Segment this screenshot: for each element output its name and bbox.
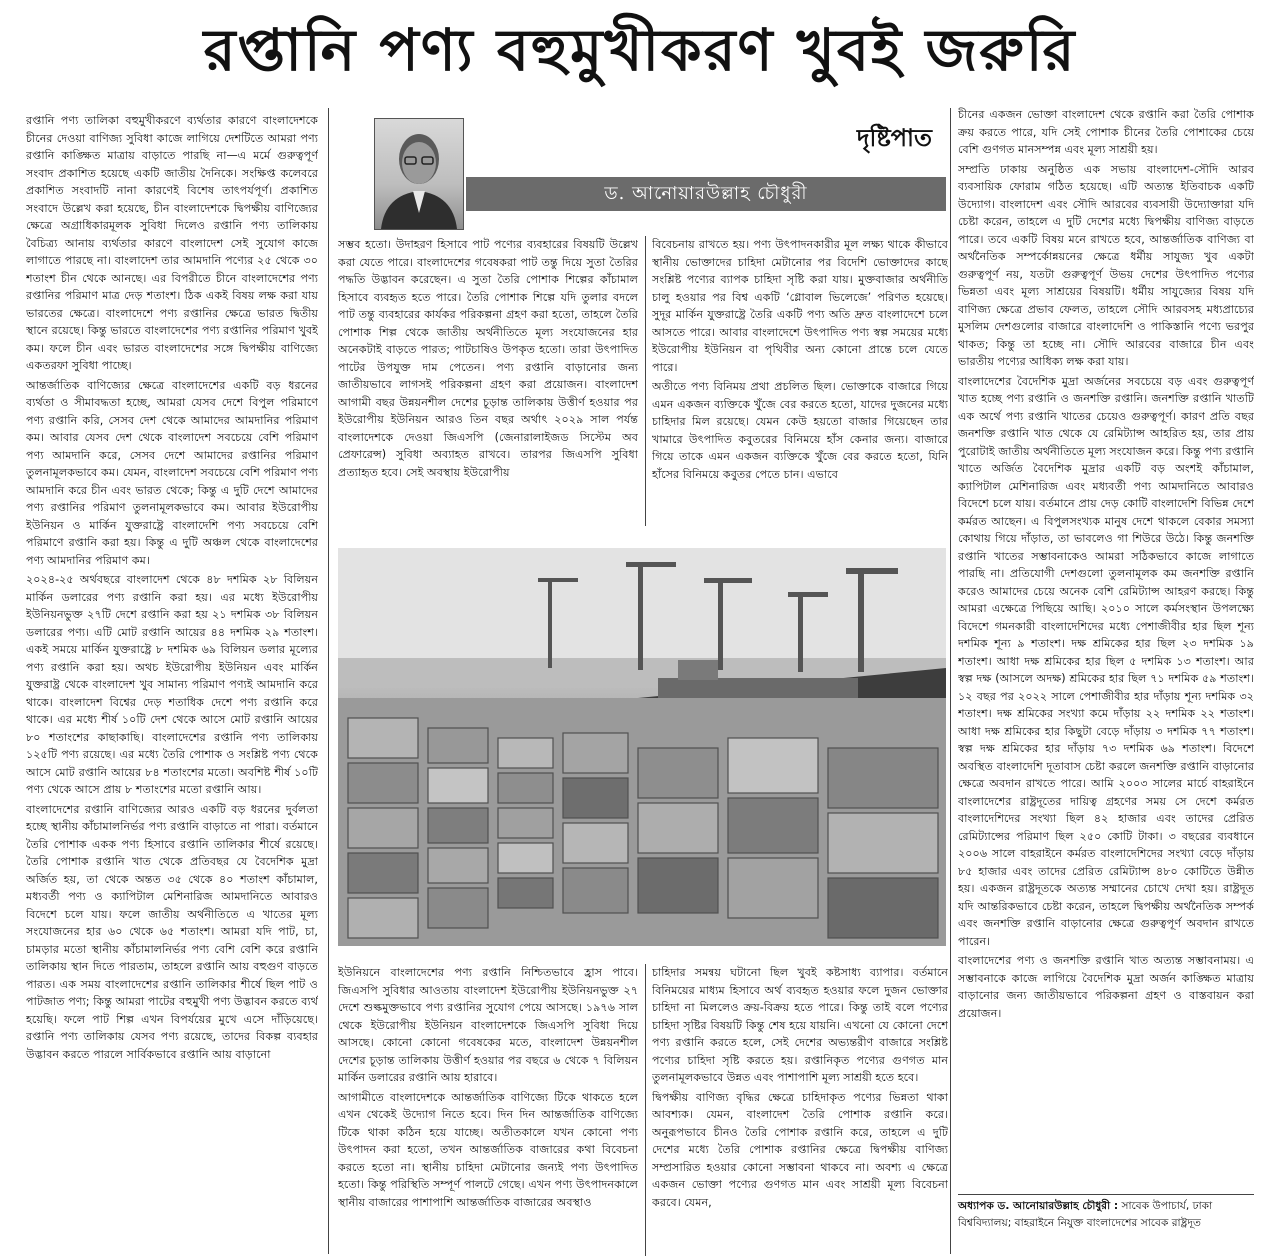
column-divider: [645, 236, 646, 526]
article-column-2-bottom: [338, 964, 638, 1256]
author-bio-name: অধ্যাপক ড. আনোয়ারউল্লাহ চৌধুরী :: [958, 1200, 1119, 1212]
paragraph: রপ্তানি পণ্য তালিকা বহুমুখীকরণে ব্যর্থতার কারণে বাংলাদেশকে চীনের দেওয়া বাণিজ্য সুবিধা কাজে লাগিয়ে দেশটিতে আমরা পণ্য রপ্তানি কাঙ্ক্ষিত মাত্রায় বাড়াতে পারছি না—এ মর্মে গুরুত্বপূর্ণ সংবাদ প্রকাশিত হয়েছে একটি জাতীয় দৈনিকে। সংক্ষিপ্ত কলেবরে প্রকাশিত সংবাদটি নানা কারণেই বিশেষ তাৎপর্যপূর্ণ। প্রকাশিত সংবাদে উল্লেখ করা হয়েছে, চীন বাংলাদেশকে দ্বিপক্ষীয় বাণিজ্যের ক্ষেত্রে অগ্রাধিকারমূলক সুবিধা দিলেও রপ্তানি পণ্য তালিকায় বৈচিত্র্য আনায় ব্যর্থতার কারণে বাংলাদেশ সেই সুযোগ কাজে লাগাতে পারছে না। বাংলাদেশ তার আমদানি পণ্যের ২৫ থেকে ৩০ শতাংশ চীন থেকে আনছে। এর বিপরীতে চীনে বাংলাদেশের পণ্য রপ্তানির পরিমাণ মাত্র দেড় শতাংশ। ঠিক একই বিষয় লক্ষ করা যায় ভারতের ক্ষেত্রে। বাংলাদেশে পণ্য রপ্তানির ক্ষেত্রে ভারত দ্বিতীয় স্থানে রয়েছে। কিন্তু ভারতে বাংলাদেশের পণ্য রপ্তানির পরিমাণ খুবই কম। ফলে চীন এবং ভারত বাংলাদেশের সঙ্গে দ্বিপক্ষীয় বাণিজ্যে একতরফা সুবিধা পাচ্ছে।: [26, 114, 318, 372]
paragraph: দ্বিপক্ষীয় বাণিজ্য বৃদ্ধির ক্ষেত্রে চাহিদাকৃত পণ্যের ভিন্নতা থাকা আবশ্যক। যেমন, বাংলাদেশ তৈরি পোশাক রপ্তানি করে। অনুরূপভাবে চীনও তৈরি পোশাক রপ্তানি করে, তাহলে এ দুটি দেশের মধ্যে তৈরি পোশাক রপ্তানির ক্ষেত্রে দ্বিপক্ষীয় বাণিজ্য সম্প্রসারিত হওয়ার কোনো সম্ভাবনা থাকবে না। অবশ্য এ ক্ষেত্রে একজন ভোক্তা পণ্যের গুণগত মান এবং সাশ্রয়ী মূল্য বিবেচনা করবে। যেমন,: [652, 1090, 948, 1209]
column-divider: [950, 108, 951, 1254]
paragraph: বাংলাদেশের বৈদেশিক মুদ্রা অর্জনের সবচেয়ে বড় এবং গুরুত্বপূর্ণ খাত হচ্ছে পণ্য রপ্তানি ও জনশক্তি রপ্তানি। জনশক্তি রপ্তানি খাতটি এক অর্থে পণ্য রপ্তানি খাতের চেয়েও গুরুত্বপূর্ণ। কারণ প্রতি বছর জনশক্তি রপ্তানি খাত থেকে যে রেমিট্যান্স আহরিত হয়, তার প্রায় পুরোটাই জাতীয় অর্থনীতিতে মূল্য সংযোজন করে। কিন্তু পণ্য রপ্তানি খাতে অর্জিত বৈদেশিক মুদ্রার একটি বড় অংশই কাঁচামাল, ক্যাপিটাল মেশিনারিজ এবং মধ্যবর্তী পণ্য আমদানিতে আবারও বিদেশে চলে যায়। বর্তমানে প্রায় দেড় কোটি বাংলাদেশি বিভিন্ন দেশে কর্মরত আছেন। এ বিপুলসংখ্যক মানুষ দেশে থাকলে বেকার সমস্যা কোথায় গিয়ে দাঁড়াত, তা ভাবলেও গা শিউরে উঠে। কিন্তু জনশক্তি রপ্তানি খাতের সম্ভাবনাকেও আমরা সঠিকভাবে কাজে লাগাতে পারছি না। প্রতিযোগী দেশগুলো তুলনামূলক কম জনশক্তি রপ্তানি করেও আমাদের চেয়ে অনেক বেশি রেমিট্যান্স আহরণ করছে। কিন্তু আমরা এক্ষেত্রে পিছিয়ে আছি। ২০১০ সালে কর্মসংস্থান উপলক্ষ্যে বিদেশে গমনকারী বাংলাদেশিদের মধ্যে পেশাজীবীর হার ছিল শূন্য দশমিক শূন্য ৯ শতাংশ। দক্ষ শ্রমিকের হার ছিল ২৩ দশমিক ১৯ শতাংশ। আধা দক্ষ শ্রমিকের হার ছিল ৫ দশমিক ১৩ শতাংশ। আর স্বল্প দক্ষ (আসলে অদক্ষ) শ্রমিকের হার ছিল ৭১ দশমিক ৫৯ শতাংশ। ১২ বছর পর ২০২২ সালে পেশাজীবীর হার দাঁড়ায় শূন্য দশমিক ৩২ শতাংশ। দক্ষ শ্রমিকের সংখ্যা কমে দাঁড়ায় ২২ দশমিক ২২ শতাংশ। আধা দক্ষ শ্রমিকের হার কিছুটা বেড়ে দাঁড়ায় ৩ দশমিক ৭৭ শতাংশ। স্বল্প দক্ষ শ্রমিকের হার দাঁড়ায় ৭৩ দশমিক ৬৯ শতাংশ। বিদেশে অবস্থিত বাংলাদেশি দূতাবাস চেষ্টা করলে জনশক্তি রপ্তানি বাড়ানোর ক্ষেত্রে অবদান রাখতে পারে। আমি ২০০৩ সালের মার্চে বাহরাইনে বাংলাদেশের রাষ্ট্রদূতের দায়িত্ব গ্রহণের সময় সে দেশে কর্মরত বাংলাদেশিদের সংখ্যা ছিল ৪২ হাজার এবং তাদের প্রেরিত রেমিট্যান্সের পরিমাণ ছিল ২৫০ কোটি টাকা। ৩ বছরের ব্যবধানে ২০০৬ সালে বাহরাইনে কর্মরত বাংলাদেশিদের সংখ্যা বেড়ে দাঁড়ায় ৮৫ হাজার এবং তাদের প্রেরিত রেমিট্যান্স ৪৮০ কোটিতে উন্নীত হয়। একজন রাষ্ট্রদূতকে অত্যন্ত সম্মানের চোখে দেখা হয়। রাষ্ট্রদূত যদি আন্তরিকভাবে চেষ্টা করেন, তাহলে দ্বিপক্ষীয় অর্থনৈতিক সম্পর্ক এবং জনশক্তি রপ্তানি বাড়ানোর ক্ষেত্রে গুরুত্বপূর্ণ অবদান রাখতে পারেন।: [958, 374, 1254, 948]
author-bio: [958, 1198, 1258, 1254]
article-column-1: [26, 112, 318, 1254]
article-headline: রপ্তানি পণ্য বহুমুখীকরণ খুবই জরুরি: [203, 16, 1077, 84]
paragraph: আন্তর্জাতিক বাণিজ্যের ক্ষেত্রে বাংলাদেশের একটি বড় ধরনের ব্যর্থতা ও সীমাবদ্ধতা হচ্ছে, আমরা যেসব দেশে বিপুল পরিমাণে পণ্য রপ্তানি করি, সেসব দেশ থেকে আমাদের আমদানির পরিমাণ কম। আবার যেসব দেশ থেকে বাংলাদেশ সবচেয়ে বেশি পরিমাণ পণ্য আমদানি করে, সেসব দেশে আমাদের রপ্তানির পরিমাণ তুলনামূলকভাবে কম। যেমন, বাংলাদেশ সবচেয়ে বেশি পরিমাণ পণ্য আমদানি করে চীন এবং ভারত থেকে; কিন্তু এ দুটি দেশে আমাদের পণ্য রপ্তানির পরিমাণ তুলনামূলকভাবে কম। আবার ইউরোপীয় ইউনিয়ন ও মার্কিন যুক্তরাষ্ট্রে বাংলাদেশি পণ্য সবচেয়ে বেশি পরিমাণে রপ্তানি করা হয়। কিন্তু এ দুটি অঞ্চল থেকে বাংলাদেশের পণ্য আমদানির পরিমাণ কম।: [26, 378, 318, 567]
article-column-2-top: [338, 236, 638, 526]
port-container-photo: [338, 548, 946, 946]
column-divider: [645, 964, 646, 1256]
paragraph: ২০২৪-২৫ অর্থবছরে বাংলাদেশ থেকে ৪৮ দশমিক ২৮ বিলিয়ন মার্কিন ডলারের পণ্য রপ্তানি করা হয়। এর মধ্যে ইউরোপীয় ইউনিয়নভুক্ত ২৭টি দেশে রপ্তানি করা হয় ২১ দশমিক ৩৮ বিলিয়ন ডলারের পণ্য। এটি মোট রপ্তানি আয়ের ৪৪ দশমিক ২৯ শতাংশ। একই সময়ে মার্কিন যুক্তরাষ্ট্রে ৮ দশমিক ৬৯ বিলিয়ন ডলার মূল্যের পণ্য রপ্তানি করা হয়। অথচ ইউরোপীয় ইউনিয়ন এবং মার্কিন যুক্তরাষ্ট্র থেকে বাংলাদেশ খুব সামান্য পরিমাণ পণ্যই আমদানি করে থাকে। বাংলাদেশ বিশ্বের দেড় শতাধিক দেশে পণ্য রপ্তানি করে থাকে। এর মধ্যে শীর্ষ ১০টি দেশ থেকে আসে মোট রপ্তানি আয়ের ৮০ শতাংশের কাছাকাছি। বাংলাদেশের রপ্তানি পণ্য তালিকায় ১২৫টি পণ্য রয়েছে। এর মধ্যে তৈরি পোশাক ও সংশ্লিষ্ট পণ্য থেকে আসে মোট রপ্তানি আয়ের ৮৪ শতাংশের মতো। অবশিষ্ট শীর্ষ ১০টি পণ্য থেকে আসে প্রায় ৮ শতাংশের মতো রপ্তানি আয়।: [26, 573, 318, 796]
paragraph: আগামীতে বাংলাদেশকে আন্তর্জাতিক বাণিজ্যে টিকে থাকতে হলে এখন থেকেই উদ্যোগ নিতে হবে। দিন দিন আন্তর্জাতিক বাণিজ্যে টিকে থাকা কঠিন হয়ে যাচ্ছে। অতীতকালে যখন কোনো পণ্য উৎপাদন করা হতো, তখন আন্তর্জাতিক বাজারের কথা বিবেচনা করতে হতো না। স্থানীয় চাহিদা মেটানোর জন্যই পণ্য উৎপাদিত হতো। কিন্তু পরিস্থিতি সম্পূর্ণ পালটে গেছে। এখন পণ্য উৎপাদনকালে স্থানীয় বাজারের পাশাপাশি আন্তর্জাতিক বাজারের অবস্থাও: [338, 1090, 638, 1209]
container-port-image: [338, 548, 946, 946]
paragraph: অতীতে পণ্য বিনিময় প্রথা প্রচলিত ছিল। ভোক্তাকে বাজারে গিয়ে এমন একজন ব্যক্তিকে খুঁজে বের করতে হতো, যাদের দুজনের মধ্যে চাহিদার মিল রয়েছে। যেমন কেউ হয়তো বাজার গিয়েছেন তার খামারে উৎপাদিত কবুতরের বিনিময়ে হাঁস কেনার জন্য। বাজারে গিয়ে তাকে এমন একজন ব্যক্তিকে খুঁজে বের করতে হতো, যিনি হাঁসের বিনিময়ে কবুতর পেতে চান। এভাবে: [652, 380, 948, 481]
author-bio-text: সাবেক উপাচার্য, ঢাকা বিশ্ববিদ্যালয়; বাহরাইনে নিযুক্ত বাংলাদেশের সাবেক রাষ্ট্রদূত: [958, 1200, 1213, 1229]
article-column-3-top: [652, 236, 948, 526]
bio-divider: [958, 1194, 1254, 1195]
paragraph: চাহিদার সমন্বয় ঘটানো ছিল খুবই কষ্টসাধ্য ব্যাপার। বর্তমানে বিনিময়ের মাধ্যম হিসাবে অর্থ ব্যবহৃত হওয়ার ফলে দুজন ভোক্তার চাহিদা না মিললেও ক্রয়-বিক্রয় হতে পারে। কিন্তু তাই বলে পণ্যের চাহিদা সৃষ্টির বিষয়টি কিন্তু শেষ হয়ে যায়নি। এখনো যে কোনো দেশে পণ্য রপ্তানি করতে হলে, সেই দেশের অভ্যন্তরীণ বাজারে সংশ্লিষ্ট পণ্যের চাহিদা সৃষ্টি করতে হয়। রপ্তানিকৃত পণ্যের গুণগত মান তুলনামূলকভাবে উন্নত এবং পাশাপাশি মূল্য সাশ্রয়ী হতে হবে।: [652, 966, 948, 1084]
paragraph: সম্ভব হতো। উদাহরণ হিসাবে পাট পণ্যের ব্যবহারের বিষয়টি উল্লেখ করা যেতে পারে। বাংলাদেশের গবেষকরা পাট তন্তু দিয়ে সুতা তৈরির পদ্ধতি উদ্ভাবন করেছেন। এ সুতা তৈরি পোশাক শিল্পের কাঁচামাল হিসাবে ব্যবহৃত হতে পারে। তৈরি পোশাক শিল্পে যদি তুলার বদলে পাট তন্তু ব্যবহারের কার্যকর পরিকল্পনা গ্রহণ করা হতো, তাহলে তৈরি পোশাক শিল্প থেকে জাতীয় অর্থনীতিতে মূল্য সংযোজনের হার অনেকটাই বাড়তে পারত; পাটচাষিও উপকৃত হতো। তারা উৎপাদিত পাটের উপযুক্ত দাম পেতেন। পণ্য রপ্তানি বাড়ানোর জন্য জাতীয়ভাবে লাগসই পরিকল্পনা গ্রহণ করা প্রয়োজন। বাংলাদেশ আগামী বছর উন্নয়নশীল দেশের চূড়ান্ত তালিকায় উত্তীর্ণ হওয়ার পর ইউরোপীয় ইউনিয়ন আরও তিন বছর অর্থাৎ ২০২৯ সাল পর্যন্ত বাংলাদেশকে দেওয়া জিএসপি (জেনারালাইজড সিস্টেম অব প্রেফারেন্স) সুবিধা অব্যাহত রাখবে। তারপর জিএসপি সুবিধা প্রত্যাহৃত হবে। সেই অবস্থায় ইউরোপীয়: [338, 238, 638, 479]
author-portrait: [374, 118, 464, 230]
article-column-4: [958, 106, 1254, 1192]
paragraph: বিবেচনায় রাখতে হয়। পণ্য উৎপাদনকারীর মূল লক্ষ্য থাকে কীভাবে স্থানীয় ভোক্তাদের চাহিদা মেটানোর পর বিদেশি ভোক্তাদের কাছে সংশ্লিষ্ট পণ্যের ব্যাপক চাহিদা সৃষ্টি করা যায়। মুক্তবাজার অর্থনীতি চালু হওয়ার পর বিশ্ব একটি ‘গ্লোবাল ভিলেজে’ পরিণত হয়েছে। সুদূর মার্কিন যুক্তরাষ্ট্রে তৈরি একটি পণ্য অতি দ্রুত বাংলাদেশে চলে আসতে পারে। আবার বাংলাদেশে উৎপাদিত পণ্য স্বল্প সময়ের মধ্যে ইউরোপীয় ইউনিয়ন বা পৃথিবীর অন্য কোনো প্রান্তে চলে যেতে পারে।: [652, 238, 948, 374]
paragraph: বাংলাদেশের রপ্তানি বাণিজ্যের আরও একটি বড় ধরনের দুর্বলতা হচ্ছে স্থানীয় কাঁচামালনির্ভর পণ্য রপ্তানি বাড়াতে না পারা। বর্তমানে তৈরি পোশাক একক পণ্য হিসাবে রপ্তানি তালিকার শীর্ষে রয়েছে। তৈরি পোশাক রপ্তানি খাত থেকে প্রতিবছর যে বৈদেশিক মুদ্রা অর্জিত হয়, তা থেকে অন্তত ৩৫ থেকে ৪০ শতাংশ কাঁচামাল, মধ্যবর্তী পণ্য ও ক্যাপিটাল মেশিনারিজ আমদানিতে আবারও বিদেশে চলে যায়। ফলে জাতীয় অর্থনীতিতে এ খাতের মূল্য সংযোজনের হার ৬০ থেকে ৬৫ শতাংশ। আমরা যদি পাট, চা, চামড়ার মতো স্থানীয় কাঁচামালনির্ভর পণ্য বেশি বেশি করে রপ্তানি তালিকায় স্থান দিতে পারতাম, তাহলে রপ্তানি আয় বহুগুণ বাড়তে পারত। এক সময় বাংলাদেশের রপ্তানি তালিকার শীর্ষে ছিল পাট ও পাটজাত পণ্য; কিন্তু আমরা পাটের বহুমুখী পণ্য উদ্ভাবন করতে ব্যর্থ হয়েছি। ফলে পাট শিল্প এখন বিপর্যয়ের মুখে এসে দাঁড়িয়েছে। রপ্তানি পণ্য তালিকায় যেসব পণ্য রয়েছে, তাদের বিকল্প ব্যবহার উদ্ভাবন করতে পারলে সার্বিকভাবে রপ্তানি আয় বাড়ানো: [26, 802, 318, 1061]
paragraph: ইউনিয়নে বাংলাদেশের পণ্য রপ্তানি নিশ্চিতভাবে হ্রাস পাবে। জিএসপি সুবিধার আওতায় বাংলাদেশ ইউরোপীয় ইউনিয়নভুক্ত ২৭ দেশে শুল্কমুক্তভাবে পণ্য রপ্তানির সুযোগ পেয়ে আসছে। ১৯৭৬ সাল থেকে ইউরোপীয় ইউনিয়ন বাংলাদেশকে জিএসপি সুবিধা দিয়ে আসছে। কোনো কোনো গবেষকের মতে, বাংলাদেশ উন্নয়নশীল দেশের চূড়ান্ত তালিকায় উত্তীর্ণ হওয়ার পর বছরে ৬ থেকে ৭ বিলিয়ন মার্কিন ডলারের রপ্তানি আয় হারাবে।: [338, 966, 638, 1084]
paragraph: সম্প্রতি ঢাকায় অনুষ্ঠিত এক সভায় বাংলাদেশ-সৌদি আরব ব্যবসায়িক ফোরাম গঠিত হয়েছে। এটি অত্যন্ত ইতিবাচক একটি উদ্যোগ। বাংলাদেশ এবং সৌদি আরবের ব্যবসায়ী উদ্যোক্তারা যদি চেষ্টা করেন, তাহলে এ দুটি দেশের মধ্যে দ্বিপক্ষীয় বাণিজ্য বাড়তে পারে। তবে একটি বিষয় মনে রাখতে হবে, আন্তর্জাতিক বাণিজ্য বা অর্থনৈতিক সম্পর্কোন্নয়নের ক্ষেত্রে ধর্মীয় সাযুজ্য খুব একটা গুরুত্বপূর্ণ নয়, যতটা গুরুত্বপূর্ণ উভয় দেশের উৎপাদিত পণ্যের ভিন্নতা এবং মূল্য সাশ্রয়ের বিষয়টি। ধর্মীয় সাযুজ্যের বিষয় যদি বাণিজ্য ক্ষেত্রে প্রভাব ফেলত, তাহলে সৌদি আরবসহ মধ্যপ্রাচ্যের মুসলিম দেশগুলোর বাজারে বাংলাদেশি ও পাকিস্তানি পণ্যে ভরপুর থাকত; কিন্তু তা হচ্ছে না। সৌদি আরবের বাজারে চীন এবং ভারতীয় পণ্যের আধিক্য লক্ষ করা যায়।: [958, 162, 1254, 368]
author-byline: ড. আনোয়ারউল্লাহ চৌধুরী: [466, 177, 946, 211]
article-column-3-bottom: [652, 964, 948, 1256]
paragraph: চীনের একজন ভোক্তা বাংলাদেশ থেকে রপ্তানি করা তৈরি পোশাক ক্রয় করতে পারে, যদি সেই পোশাক চীনের তৈরি পোশাকের চেয়ে বেশি গুণগত মানসম্পন্ন এবং মূল্য সাশ্রয়ী হয়।: [958, 108, 1254, 156]
paragraph: বাংলাদেশের পণ্য ও জনশক্তি রপ্তানি খাত অত্যন্ত সম্ভাবনাময়। এ সম্ভাবনাকে কাজে লাগিয়ে বৈদেশিক মুদ্রা অর্জন কাঙ্ক্ষিত মাত্রায় বাড়ানোর জন্য জাতীয়ভাবে পরিকল্পনা গ্রহণ ও বাস্তবায়ন করা প্রয়োজন।: [958, 954, 1254, 1020]
column-divider: [328, 108, 329, 1254]
person-icon: [375, 119, 463, 229]
section-label: দৃষ্টিপাত: [856, 123, 932, 152]
